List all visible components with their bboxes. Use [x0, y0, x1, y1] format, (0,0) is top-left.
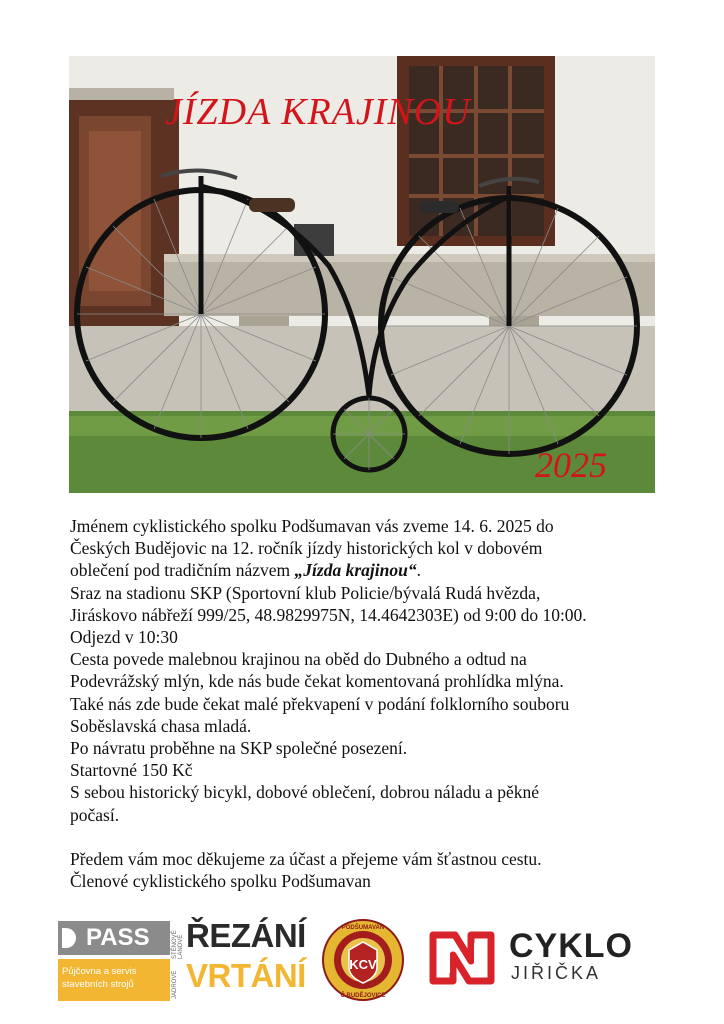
cyklo-mark-icon — [425, 927, 501, 989]
pass-word: PASS — [86, 924, 150, 951]
text-fragment: . — [416, 560, 421, 581]
club-top-text: PODŠUMAVAN — [341, 925, 385, 931]
hero-year: 2025 — [535, 445, 607, 485]
text-line: Cesta povede malebnou krajinou na oběd do Dubného a odtud na — [70, 649, 527, 670]
text-line: Českých Budějovic na 12. ročník jízdy historických kol v dobovém — [70, 538, 543, 559]
club-monogram: KCV — [349, 957, 377, 972]
text-line: Předem vám moc děkujeme za účast a přejeme vám šťastnou cestu. — [70, 848, 542, 869]
cyklo-subtitle: JIŘIČKA — [511, 963, 602, 983]
rezani-vrtani-logo — [172, 917, 308, 1001]
text-line: Členové cyklistického spolku Podšumavan — [70, 871, 371, 892]
event-name: „Jízda krajinou“ — [294, 560, 417, 581]
cyklo-word: CYKLO — [509, 927, 633, 965]
text-line: Jiráskovo nábřeží 999/25, 48.9829975N, 14.4642303E) od 9:00 do 10:00. — [70, 604, 587, 625]
text-line: Po návratu proběhne na SKP společné posezení. — [70, 738, 408, 759]
text-line — [70, 559, 670, 581]
pass-mark-icon — [62, 928, 76, 948]
rez-side-label: STĚNOVÉ LANOVÉ — [172, 930, 184, 959]
text-line: Podevrážský mlýn, kde nás bude čekat komentovaná prohlídka mlýna. — [70, 671, 564, 692]
rez-side-label: JÁDROVÉ — [172, 970, 178, 999]
text-line: S sebou historický bicykl, dobové oblečení, dobrou náladu a pěkné — [70, 782, 539, 803]
text-line: Jménem cyklistického spolku Podšumavan vás zveme 14. 6. 2025 do — [70, 516, 554, 536]
hero-title: JÍZDA KRAJINOU — [165, 91, 471, 133]
rezani-word: ŘEZÁNÍ — [186, 917, 306, 954]
invitation-text — [70, 515, 670, 892]
vrtani-word: VRTÁNÍ — [186, 957, 306, 994]
text-fragment: oblečení pod tradičním názvem — [70, 560, 295, 581]
pass-logo — [58, 921, 170, 1001]
sponsor-logos — [0, 915, 724, 1005]
text-line: počasí. — [70, 804, 120, 825]
text-line: Sraz na stadionu SKP (Sportovní klub Policie/bývalá Rudá hvězda, — [70, 582, 541, 603]
text-line: Odjezd v 10:30 — [70, 627, 178, 648]
club-emblem-icon — [322, 917, 404, 1003]
club-emblem — [322, 917, 404, 1003]
cyklo-jiricka-logo — [425, 925, 675, 995]
text-line: Také nás zde bude čekat malé překvapení v podání folklorního souboru — [70, 693, 570, 714]
text-line: Soběslavská chasa mladá. — [70, 715, 252, 736]
hero-photo — [69, 56, 655, 493]
pass-tagline: Půjčovna a servis stavebních strojů — [58, 959, 170, 1001]
text-line: Startovné 150 Kč — [70, 760, 193, 781]
club-bottom-text: Č.BUDĚJOVICE — [340, 993, 386, 999]
